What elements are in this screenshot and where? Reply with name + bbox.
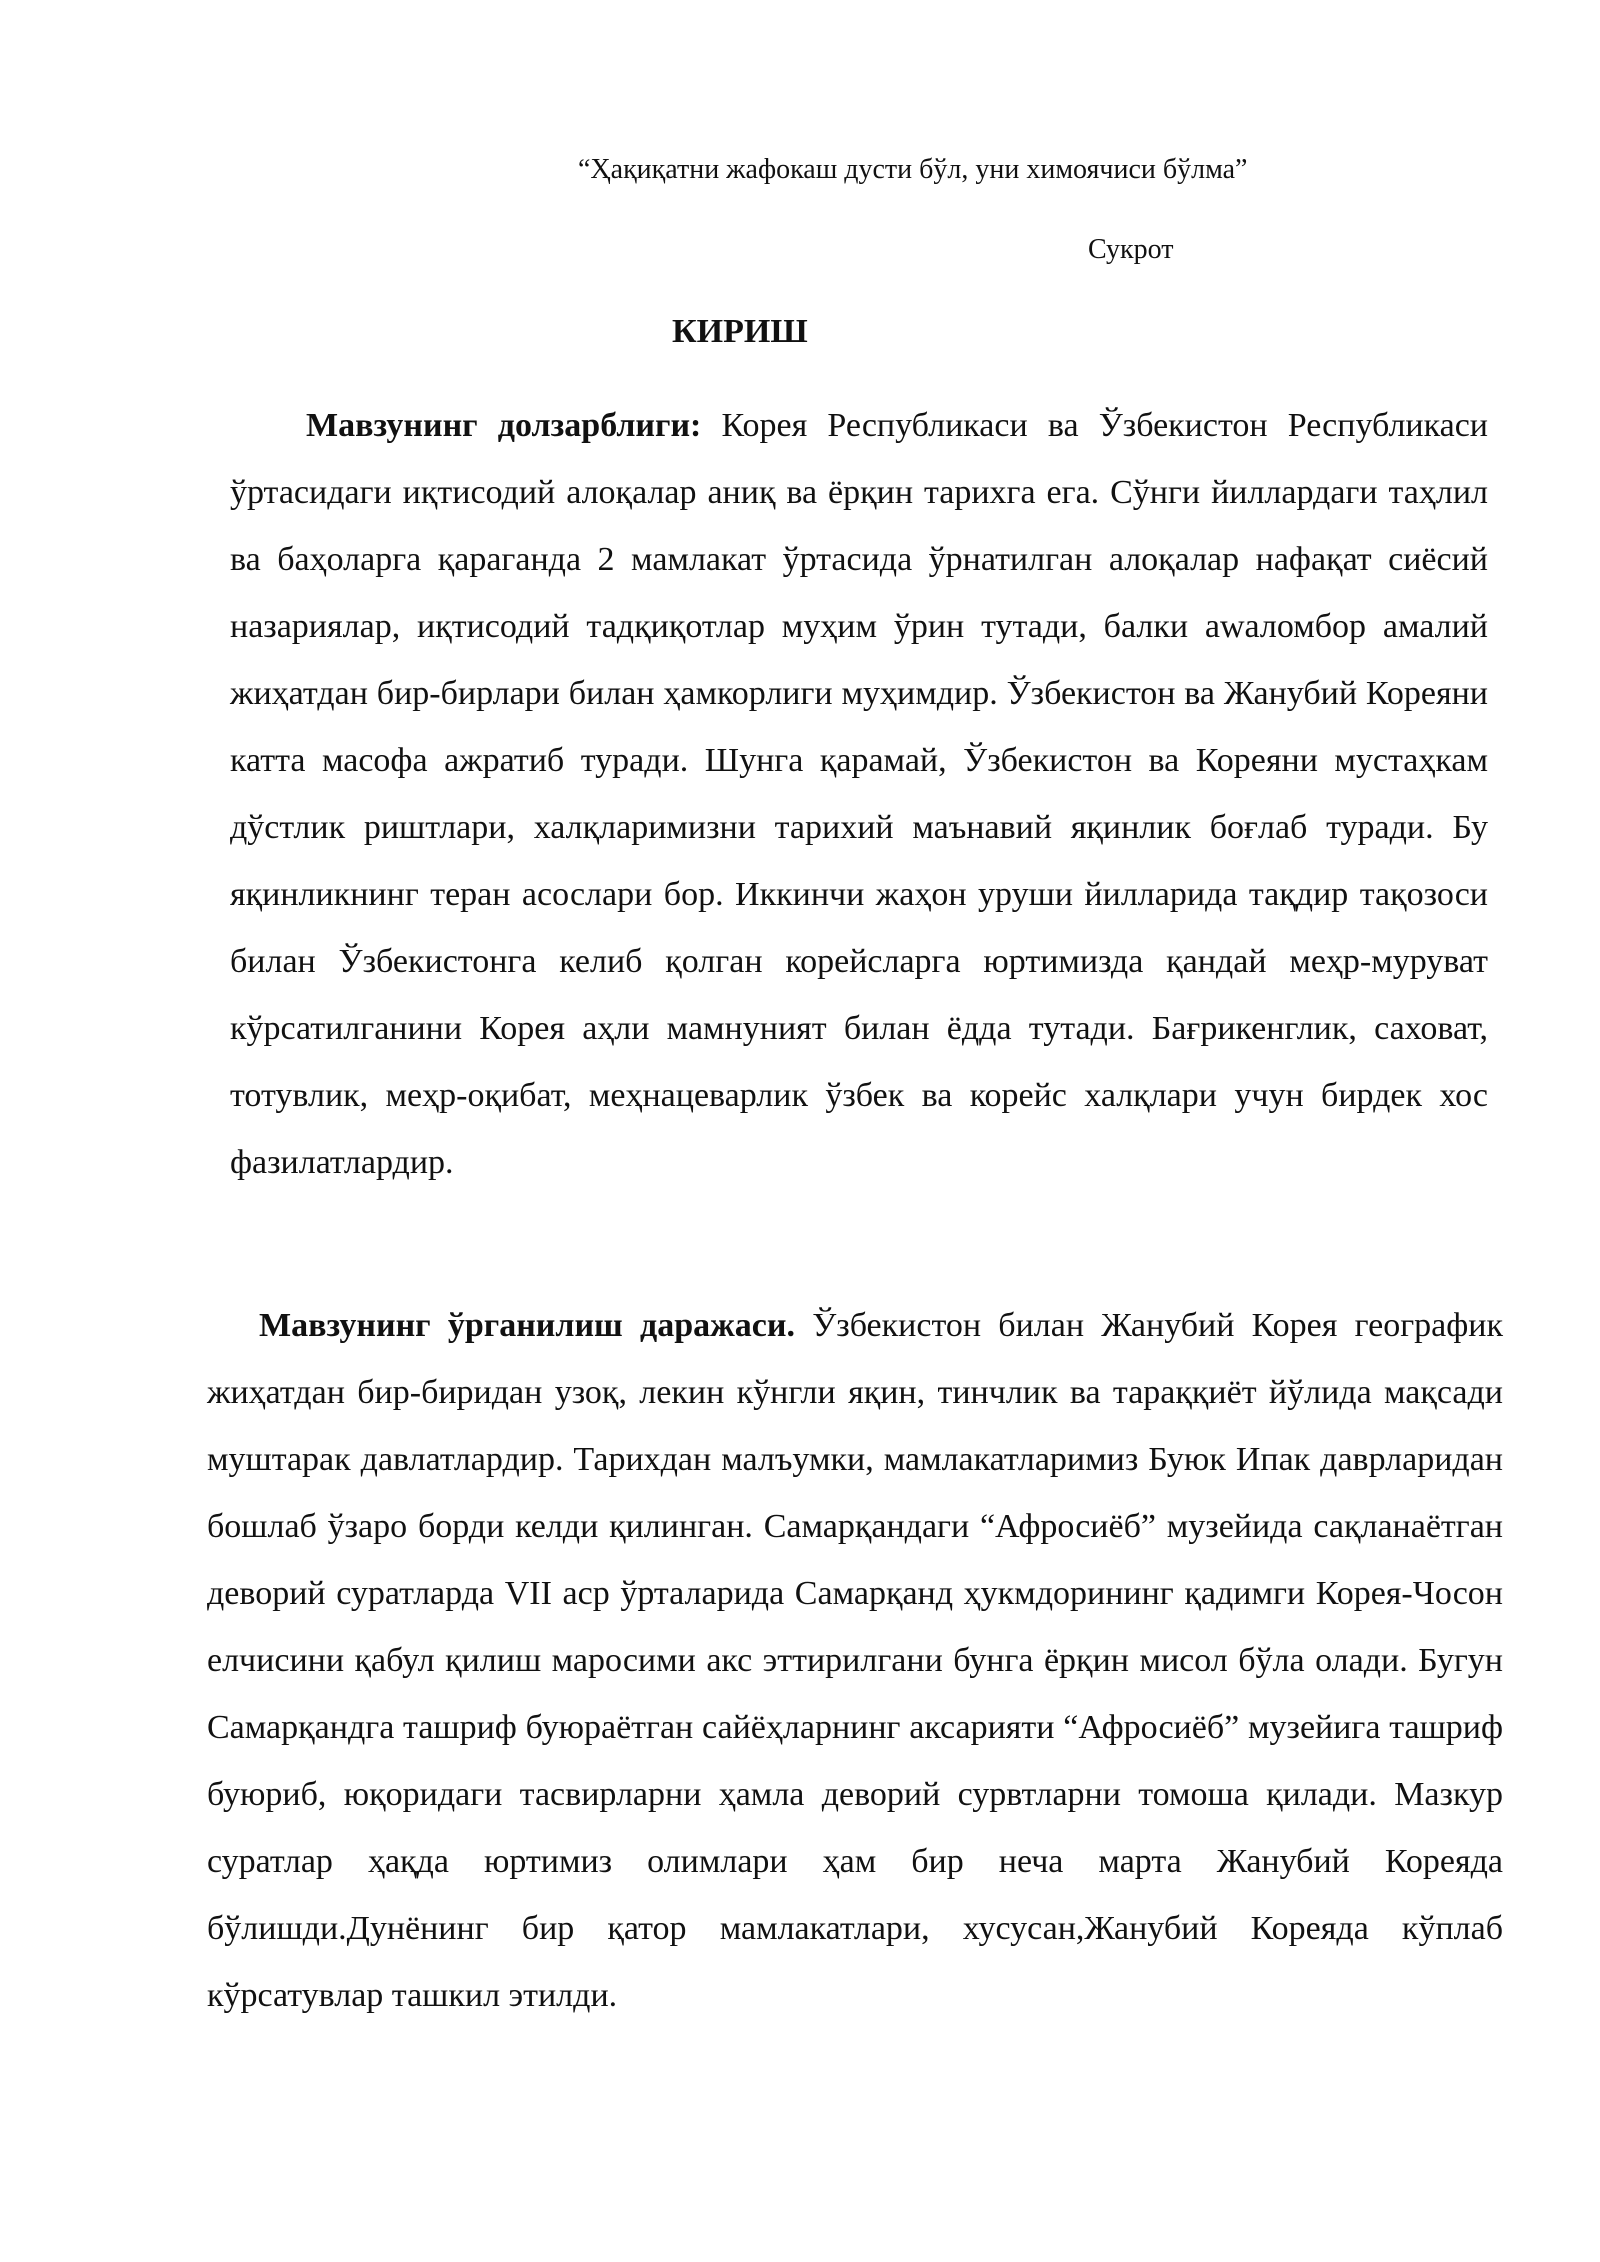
- epigraph-quote: “Ҳақиқатни жафокаш дусти бўл, уни химоячиси бўлма”: [578, 154, 1248, 185]
- section-title: КИРИШ: [672, 313, 808, 350]
- epigraph-author: Сукрот: [1088, 234, 1174, 265]
- paragraph-study-level-text: Ўзбекистон билан Жанубий Корея географик жиҳатдан бир-биридан узоқ, лекин кўнгли яқин, тинчлик ва тараққиёт йўлида мақсади муштарак давлатлардир. Тарихдан малъумки, мамлакатларимиз Буюк Ипак даврларидан бошлаб ўзаро борди келди қилинган. Самарқандаги “Афросиёб” музейида сақланаётган деворий суратларда VII аср ўрталарида Самарқанд ҳукмдорининг қадимги Корея-Чосон елчисини қабул қилиш маросими акс эттирилгани бунга ёрқин мисол бўла олади. Бугун Самарқандга ташриф буюраётган сайёҳларнинг аксарияти “Афросиёб” музейига ташриф буюриб, юқоридаги тасвирларни ҳамла деворий сурвтларни томоша қилади. Мазкур суратлар ҳақда юртимиз олимлари ҳам бир неча марта Жанубий Кореяда бўлишди.Дунёнинг бир қатор мамлакатлари, хусусан,Жанубий Кореяда кўплаб кўрсатувлар ташкил этилди.: [207, 1307, 1504, 2014]
- paragraph-study-level: [207, 1292, 1503, 2029]
- paragraph-study-level-lead: Мавзунинг ўрганилиш даражаси.: [259, 1307, 795, 1344]
- paragraph-relevance: [230, 392, 1488, 1196]
- paragraph-relevance-lead: Мавзунинг долзарблиги:: [306, 407, 702, 444]
- paragraph-relevance-text: Корея Республикаси ва Ўзбекистон Республикаси ўртасидаги иқтисодий алоқалар аниқ ва ёрқин тарихга ега. Сўнги йиллардаги таҳлил ва баҳоларга қараганда 2 мамлакат ўртасида ўрнатилган алоқалар нафақат сиёсий назариялар, иқтисодий тадқиқотлар муҳим ўрин тутади, балки аwаломбор амалий жиҳатдан бир-бирлари билан ҳамкорлиги муҳимдир. Ўзбекистон ва Жанубий Кореяни катта масофа ажратиб туради. Шунга қарамай, Ўзбекистон ва Кореяни мустаҳкам дўстлик риштлари, халқларимизни тарихий маънавий яқинлик боғлаб туради. Бу яқинликнинг теран асослари бор. Иккинчи жаҳон уруши йилларида тақдир тақозоси билан Ўзбекистонга келиб қолган корейсларга юртимизда қандай меҳр-муруват кўрсатилганини Корея аҳли мамнуният билан ёдда тутади. Бағрикенглик, саховат, тотувлик, меҳр-оқибат, меҳнацеварлик ўзбек ва корейс халқлари учун бирдек хос фазилатлардир.: [230, 407, 1488, 1181]
